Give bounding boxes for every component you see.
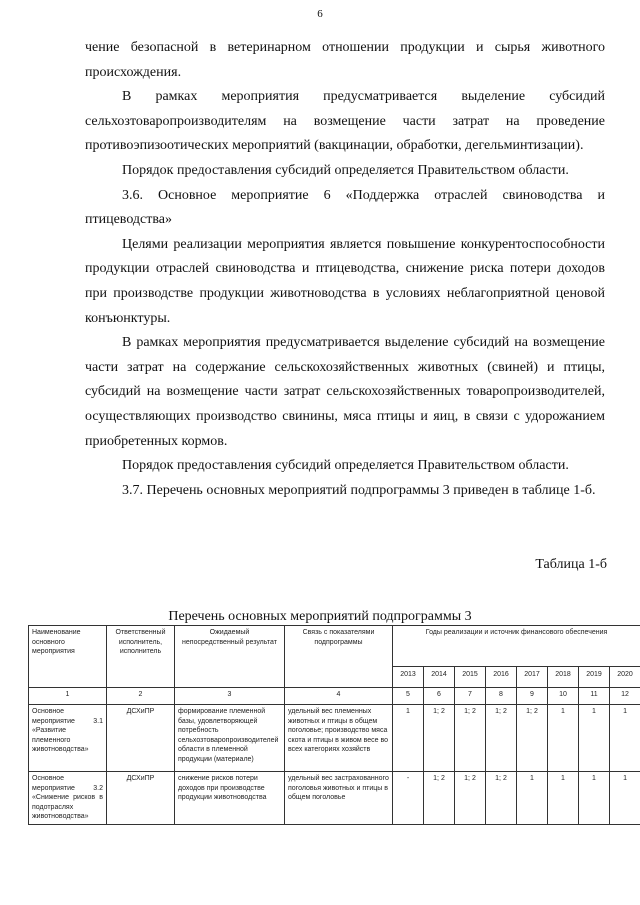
paragraph: В рамках мероприятия предусматривается выделение субсидий на возмещение части затрат на содержание сельскохозяйственных животных (свиней) и птицы, субсидий на возмещение части затрат сельскохозяйственных товаропроизводителей, осуществляющих производство свинины, мяса птицы и яиц, в связи с удорожанием приобретенных кормов. (85, 335, 605, 449)
year-value: 1; 2 (486, 705, 517, 772)
col-number: 8 (486, 688, 517, 705)
header-result: Ожидаемый непосредственный результат (175, 626, 285, 688)
section-heading: 3.6. Основное мероприятие 6 «Поддержка отраслей свиноводства и птицеводства» (85, 187, 605, 228)
col-number: 6 (424, 688, 455, 705)
year-cell: 2015 (455, 667, 486, 688)
header-name: Наименование основного мероприятия (29, 626, 107, 688)
col-number: 1 (29, 688, 107, 705)
year-value: 1 (579, 772, 610, 825)
table-header-row (29, 626, 640, 667)
paragraph: В рамках мероприятия предусматривается выделение субсидий сельхозтоваропроизводителям на возмещение части затрат на проведение противоэпизоотических мероприятий (вакцинации, обработки, дегельминтизации). (85, 89, 605, 154)
year-value: 1 (517, 772, 548, 825)
year-value: 1; 2 (424, 772, 455, 825)
year-value: 1 (610, 705, 640, 772)
header-link: Связь с показателями подпрограммы (285, 626, 393, 688)
body-text (85, 36, 605, 503)
col-number: 10 (548, 688, 579, 705)
year-cell: 2017 (517, 667, 548, 688)
activities-table (28, 625, 640, 825)
activity-name: Основное мероприятие 3.2 «Снижение рисков в подотраслях животноводства» (29, 772, 107, 825)
year-value: 1 (393, 705, 424, 772)
col-number: 4 (285, 688, 393, 705)
col-number: 2 (107, 688, 175, 705)
year-cell: 2016 (486, 667, 517, 688)
header-responsible: Ответственный исполнитель, исполнитель (107, 626, 175, 688)
activity-link: удельный вес застрахованного поголовья животных и птицы в общем поголовье (285, 772, 393, 825)
table-row (29, 705, 640, 772)
year-value: 1; 2 (517, 705, 548, 772)
column-numbers-row (29, 688, 640, 705)
year-cell: 2019 (579, 667, 610, 688)
header-years-group: Годы реализации и источник финансового обеспечения (393, 626, 640, 667)
year-value: - (393, 772, 424, 825)
paragraph: Целями реализации мероприятия является повышение конкурентоспособности продукции отраслей свиноводства и птицеводства, снижение риска потери доходов при производстве продукции животноводства в условиях неблагоприятной ценовой конъюнктуры. (85, 236, 605, 326)
paragraph: Порядок предоставления субсидий определяется Правительством области. (122, 458, 569, 474)
paragraph: чение безопасной в ветеринарном отношении продукции и сырья животного происхождения. (85, 40, 605, 80)
paragraph: 3.7. Перечень основных мероприятий подпрограммы 3 приведен в таблице 1-б. (122, 482, 596, 498)
table-row (29, 772, 640, 825)
activity-name: Основное мероприятие 3.1 «Развитие племенного животноводства» (29, 705, 107, 772)
year-value: 1 (548, 705, 579, 772)
col-number: 9 (517, 688, 548, 705)
year-value: 1; 2 (455, 772, 486, 825)
year-cell: 2014 (424, 667, 455, 688)
year-cell: 2020 (610, 667, 640, 688)
col-number: 7 (455, 688, 486, 705)
year-value: 1 (548, 772, 579, 825)
activity-responsible: ДСХиПР (107, 772, 175, 825)
paragraph: Порядок предоставления субсидий определяется Правительством области. (122, 162, 569, 178)
table-label: Таблица 1-б (535, 557, 607, 572)
year-value: 1; 2 (455, 705, 486, 772)
col-number: 5 (393, 688, 424, 705)
page-number: 6 (317, 8, 323, 20)
activity-link: удельный вес племенных животных и птицы в общем поголовье; производство мяса скота и птицы в живом весе во всех категориях хозяйств (285, 705, 393, 772)
year-cell: 2013 (393, 667, 424, 688)
year-value: 1; 2 (424, 705, 455, 772)
col-number: 3 (175, 688, 285, 705)
year-value: 1 (579, 705, 610, 772)
col-number: 12 (610, 688, 640, 705)
year-value: 1 (610, 772, 640, 825)
table-title: Перечень основных мероприятий подпрограммы 3 (168, 609, 472, 624)
activity-result: формирование племенной базы, удовлетворяющей потребность сельхозтоваропроизводителей области в племенной продукции (материале) (175, 705, 285, 772)
year-value: 1; 2 (486, 772, 517, 825)
year-cell: 2018 (548, 667, 579, 688)
activity-result: снижение рисков потери доходов при производстве продукции животноводства (175, 772, 285, 825)
activity-responsible: ДСХиПР (107, 705, 175, 772)
col-number: 11 (579, 688, 610, 705)
